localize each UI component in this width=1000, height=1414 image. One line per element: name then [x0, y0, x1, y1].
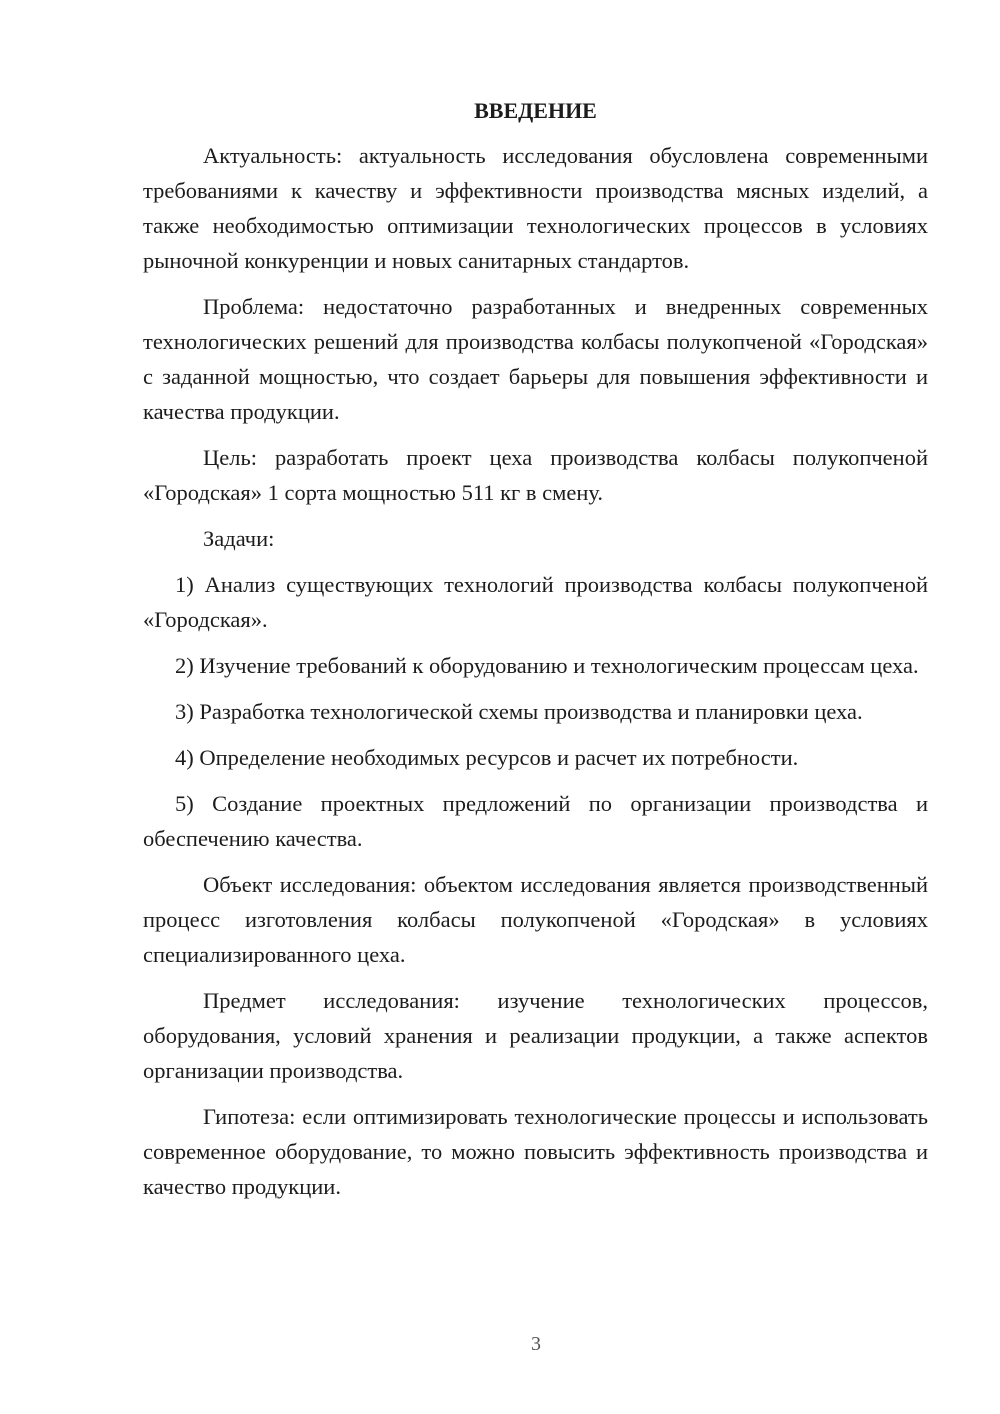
task-item-3: 3) Разработка технологической схемы производства и планировки цеха.	[175, 699, 863, 724]
paragraph-hypothesis: Гипотеза: если оптимизировать технологические процессы и использовать современное оборудование, то можно повысить эффективность производства и качество продукции.	[143, 1104, 928, 1199]
paragraph-relevance: Актуальность: актуальность исследования обусловлена современными требованиями к качеству и эффективности производства мясных изделий, а также необходимостью оптимизации технологических процессов в условиях рыночной конкуренции и новых санитарных стандартов.	[143, 143, 928, 273]
paragraph-subject: Предмет исследования: изучение технологических процессов, оборудования, условий хранения и реализации продукции, а также аспектов организации производства.	[143, 988, 928, 1083]
task-item-2: 2) Изучение требований к оборудованию и технологическим процессам цеха.	[175, 653, 919, 678]
document-page	[143, 96, 928, 1215]
paragraph-object: Объект исследования: объектом исследования является производственный процесс изготовления колбасы полукопченой «Городская» в условиях специализированного цеха.	[143, 872, 928, 967]
task-item-1: 1) Анализ существующих технологий производства колбасы полукопченой «Городская».	[143, 572, 928, 632]
section-title: ВВЕДЕНИЕ	[474, 98, 597, 123]
paragraph-problem: Проблема: недостаточно разработанных и внедренных современных технологических решений для производства колбасы полукопченой «Городская» с заданной мощностью, что создает барьеры для повышения эффективности и качества продукции.	[143, 294, 928, 424]
task-item-5: 5) Создание проектных предложений по организации производства и обеспечению качества.	[143, 791, 928, 851]
page-number: 3	[531, 1333, 541, 1355]
task-item-4: 4) Определение необходимых ресурсов и расчет их потребности.	[175, 745, 799, 770]
tasks-label: Задачи:	[203, 526, 275, 551]
paragraph-goal: Цель: разработать проект цеха производства колбасы полукопченой «Городская» 1 сорта мощностью 511 кг в смену.	[143, 445, 928, 505]
